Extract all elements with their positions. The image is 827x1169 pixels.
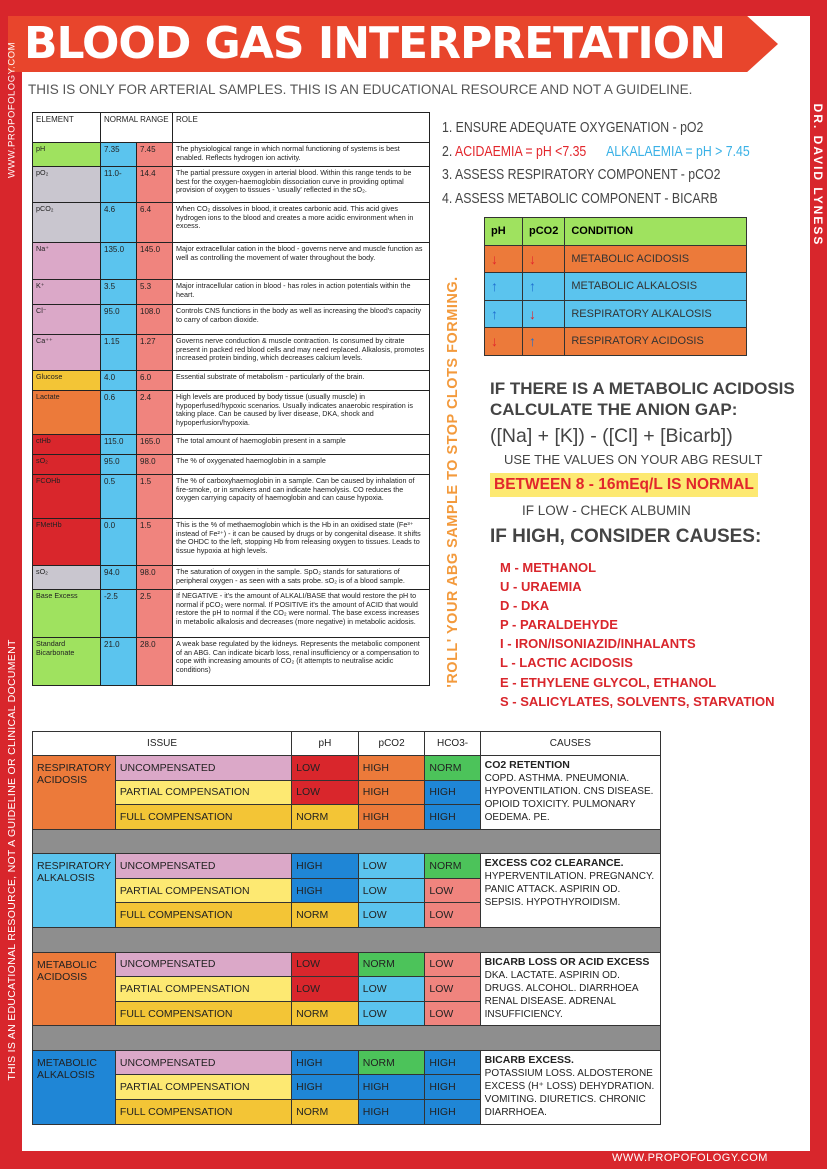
element-name: FCOHb bbox=[33, 475, 101, 519]
compensation-state: PARTIAL COMPENSATION bbox=[115, 977, 291, 1002]
range-high: 7.45 bbox=[137, 143, 173, 167]
compensation-state: PARTIAL COMPENSATION bbox=[115, 878, 291, 903]
mudpiles-item: L - LACTIC ACIDOSIS bbox=[500, 655, 633, 671]
pco2-value: HIGH bbox=[358, 780, 425, 805]
range-low: 95.0 bbox=[101, 455, 137, 475]
pco2-arrow: ↓ bbox=[523, 300, 565, 328]
hco3-value: HIGH bbox=[425, 1050, 480, 1075]
side-disclaimer-text: THIS IS AN EDUCATIONAL RESOURCE, NOT A GUIDELINE OR CLINICAL DOCUMENT bbox=[6, 639, 18, 1081]
element-role: This is the % of methaemoglobin which is the Hb in an oxidised state (Fe³⁺ instead of Fe²⁺) - it can be caused by drugs or by congenital disease. It shifts the OHDC to the left, stopping Hb from releasing oxygen to tissues. Leads to tissue hypoxia at high levels. bbox=[173, 519, 430, 566]
compensation-state: FULL COMPENSATION bbox=[115, 1100, 291, 1125]
condition-row bbox=[485, 328, 747, 356]
pco2-value: HIGH bbox=[358, 1100, 425, 1125]
range-low: 11.0- bbox=[101, 167, 137, 203]
ph-arrow: ↑ bbox=[485, 300, 523, 328]
element-row bbox=[33, 435, 430, 455]
element-name: K⁺ bbox=[33, 280, 101, 305]
mudpiles-item: D - DKA bbox=[500, 598, 550, 614]
element-name: Standard Bicarbonate bbox=[33, 638, 101, 686]
element-role: The saturation of oxygen in the sample. SpO₂ stands for saturations of peripheral oxygen - as seen with a sats probe. sO₂ is of a blood sample. bbox=[173, 566, 430, 590]
step-1: 1. ENSURE ADEQUATE OXYGENATION - pO2 bbox=[442, 119, 704, 136]
causes-text: DKA. LACTATE. ASPIRIN OD. DRUGS. ALCOHOL. DIARRHOEA RENAL DISEASE. ADRENAL INSUFFICIENCY. bbox=[484, 969, 639, 1020]
element-role: The % of oxygenated haemoglobin in a sample bbox=[173, 455, 430, 475]
pco2-arrow: ↓ bbox=[523, 245, 565, 273]
header-pco2: pCO2 bbox=[523, 218, 565, 246]
element-row bbox=[33, 566, 430, 590]
condition-row bbox=[485, 300, 747, 328]
range-high: 6.4 bbox=[137, 203, 173, 243]
range-high: 2.4 bbox=[137, 391, 173, 435]
hco3-value: LOW bbox=[425, 1001, 480, 1026]
causes-heading: BICARB EXCESS. bbox=[484, 1053, 574, 1066]
alkalaemia-definition: ALKALAEMIA = pH > 7.45 bbox=[606, 142, 750, 160]
hco3-value: HIGH bbox=[425, 1100, 480, 1125]
range-high: 98.0 bbox=[137, 566, 173, 590]
range-low: 4.6 bbox=[101, 203, 137, 243]
pco2-value: LOW bbox=[358, 854, 425, 879]
element-name: ctHb bbox=[33, 435, 101, 455]
ph-value: LOW bbox=[292, 952, 359, 977]
range-low: 21.0 bbox=[101, 638, 137, 686]
issue-name: RESPIRATORY ALKALOSIS bbox=[33, 854, 116, 928]
range-high: 2.5 bbox=[137, 590, 173, 638]
condition-name: METABOLIC ACIDOSIS bbox=[565, 245, 747, 273]
hco3-value: HIGH bbox=[425, 780, 480, 805]
element-role: The partial pressure oxygen in arterial blood. Within this range tends to be best for the oxygen-haemoglobin dissociation curve in providing optimal provision of oxygen to tissues - 'usually' reflected in the sO₂. bbox=[173, 167, 430, 203]
ph-arrow: ↓ bbox=[485, 328, 523, 356]
pco2-value: HIGH bbox=[358, 805, 425, 830]
range-high: 1.5 bbox=[137, 519, 173, 566]
ph-value: LOW bbox=[292, 977, 359, 1002]
range-high: 145.0 bbox=[137, 243, 173, 280]
pco2-value: LOW bbox=[358, 903, 425, 928]
issue-table-header bbox=[33, 732, 661, 756]
element-name: pO₂ bbox=[33, 167, 101, 203]
element-table-header bbox=[33, 113, 430, 143]
range-high: 6.0 bbox=[137, 371, 173, 391]
element-role: Major intracellular cation in blood - has roles in action potentials within the heart. bbox=[173, 280, 430, 305]
hco3-value: LOW bbox=[425, 952, 480, 977]
group-separator bbox=[33, 829, 661, 854]
hco3-value: NORM bbox=[425, 854, 480, 879]
range-high: 5.3 bbox=[137, 280, 173, 305]
step-4: 4. ASSESS METABOLIC COMPONENT - BICARB bbox=[442, 189, 718, 207]
element-role: Governs nerve conduction & muscle contraction. Is consumed by citrate present in packed red blood cells and may need replaced. Alkalosis, promotes increased protein binding, which decreases calcium levels. bbox=[173, 335, 430, 371]
range-high: 165.0 bbox=[137, 435, 173, 455]
ph-value: NORM bbox=[292, 1100, 359, 1125]
range-low: 4.0 bbox=[101, 371, 137, 391]
issue-row bbox=[33, 1050, 661, 1075]
group-separator bbox=[33, 928, 661, 953]
element-row bbox=[33, 203, 430, 243]
causes-text: HYPERVENTILATION. PREGNANCY. PANIC ATTACK. ASPIRIN OD. SEPSIS. HYPOTHYROIDISM. bbox=[484, 871, 655, 909]
header-ph: pH bbox=[292, 732, 359, 756]
anion-gap-formula: ([Na] + [K]) - ([Cl] + [Bicarb]) bbox=[490, 425, 733, 447]
ph-value: LOW bbox=[292, 780, 359, 805]
element-role: If NEGATIVE - it's the amount of ALKALI/BASE that would restore the pH to normal if pCO₂ were normal. If POSITIVE it's the amount of ACID that would restore the pH to normal if the CO₂ were normal. The base excess increases in metabolic alkalosis and decreases (more negative) in metabolic acidosis. bbox=[173, 590, 430, 638]
element-role: Controls CNS functions in the body as well as increasing the blood's capacity to carry of carbon dioxide. bbox=[173, 305, 430, 335]
condition-name: RESPIRATORY ACIDOSIS bbox=[565, 328, 747, 356]
element-role: A weak base regulated by the kidneys. Represents the metabolic component of an ABG. Can indicate bicarb loss, renal insufficiency or a compensation to cope with increasing amounts of CO₂ (it attempts to neutralise acidic conditions) bbox=[173, 638, 430, 686]
range-low: 95.0 bbox=[101, 305, 137, 335]
range-low: 115.0 bbox=[101, 435, 137, 455]
range-low: 3.5 bbox=[101, 280, 137, 305]
range-low: 0.0 bbox=[101, 519, 137, 566]
issue-row bbox=[33, 952, 661, 977]
ph-arrow: ↑ bbox=[485, 273, 523, 301]
condition-name: RESPIRATORY ALKALOSIS bbox=[565, 300, 747, 328]
element-row bbox=[33, 519, 430, 566]
issue-name: RESPIRATORY ACIDOSIS bbox=[33, 756, 116, 830]
hco3-value: LOW bbox=[425, 878, 480, 903]
ph-value: HIGH bbox=[292, 1050, 359, 1075]
issue-causes bbox=[480, 952, 660, 1026]
interpretation-steps bbox=[442, 116, 750, 210]
issue-causes bbox=[480, 854, 660, 928]
separator-bar bbox=[33, 829, 661, 854]
issue-name: METABOLIC ALKALOSIS bbox=[33, 1050, 116, 1124]
pco2-value: LOW bbox=[358, 878, 425, 903]
element-name: sO₂ bbox=[33, 455, 101, 475]
issue-table bbox=[32, 731, 661, 1125]
element-table bbox=[32, 112, 430, 686]
step-2: 2. ACIDAEMIA = pH <7.35 ALKALAEMIA = pH > 7.45 bbox=[442, 142, 750, 160]
element-row bbox=[33, 475, 430, 519]
ph-value: HIGH bbox=[292, 1075, 359, 1100]
ph-value: HIGH bbox=[292, 878, 359, 903]
anion-gap-heading-2: CALCULATE THE ANION GAP: bbox=[490, 400, 738, 419]
separator-bar bbox=[33, 928, 661, 953]
anion-gap-instruction: USE THE VALUES ON YOUR ABG RESULT bbox=[504, 452, 763, 467]
range-low: 135.0 bbox=[101, 243, 137, 280]
hco3-value: NORM bbox=[425, 756, 480, 781]
element-row bbox=[33, 243, 430, 280]
range-high: 108.0 bbox=[137, 305, 173, 335]
pco2-arrow: ↑ bbox=[523, 328, 565, 356]
compensation-state: PARTIAL COMPENSATION bbox=[115, 780, 291, 805]
element-name: Base Excess bbox=[33, 590, 101, 638]
element-row bbox=[33, 391, 430, 435]
author-name: DR. DAVID LYNESS bbox=[811, 103, 825, 247]
element-row bbox=[33, 455, 430, 475]
element-role: The physiological range in which normal functioning of systems is best enabled. Reflects hydrogen ion activity. bbox=[173, 143, 430, 167]
header-ph: pH bbox=[485, 218, 523, 246]
compensation-state: FULL COMPENSATION bbox=[115, 1001, 291, 1026]
element-role: When CO₂ dissolves in blood, it creates carbonic acid. This acid gives hydrogen ions to the blood and creates a more acidic environment when in excess. bbox=[173, 203, 430, 243]
mudpiles-item: P - PARALDEHYDE bbox=[500, 617, 618, 633]
pco2-value: HIGH bbox=[358, 1075, 425, 1100]
issue-row bbox=[33, 854, 661, 879]
range-low: 0.5 bbox=[101, 475, 137, 519]
compensation-state: FULL COMPENSATION bbox=[115, 805, 291, 830]
condition-name: METABOLIC ALKALOSIS bbox=[565, 273, 747, 301]
mudpiles-list bbox=[500, 558, 774, 711]
element-name: sO₂ bbox=[33, 566, 101, 590]
header-issue: ISSUE bbox=[33, 732, 292, 756]
compensation-state: UNCOMPENSATED bbox=[115, 1050, 291, 1075]
compensation-state: PARTIAL COMPENSATION bbox=[115, 1075, 291, 1100]
compensation-state: UNCOMPENSATED bbox=[115, 756, 291, 781]
range-high: 1.27 bbox=[137, 335, 173, 371]
header-hco3: HCO3- bbox=[425, 732, 480, 756]
element-row bbox=[33, 335, 430, 371]
causes-heading: EXCESS CO2 CLEARANCE. bbox=[484, 857, 624, 870]
header-role: ROLE bbox=[173, 113, 430, 143]
causes-text: COPD. ASTHMA. PNEUMONIA. HYPOVENTILATION. CNS DISEASE. OPIOID TOXICITY. PULMONARY OEDEMA. PE. bbox=[484, 773, 654, 823]
element-name: FMetHb bbox=[33, 519, 101, 566]
element-row bbox=[33, 590, 430, 638]
element-name: Lactate bbox=[33, 391, 101, 435]
compensation-state: FULL COMPENSATION bbox=[115, 903, 291, 928]
issue-row bbox=[33, 756, 661, 781]
group-separator bbox=[33, 1026, 661, 1051]
range-low: 94.0 bbox=[101, 566, 137, 590]
pco2-arrow: ↑ bbox=[523, 273, 565, 301]
range-high: 28.0 bbox=[137, 638, 173, 686]
causes-heading: CO2 RETENTION bbox=[484, 759, 570, 771]
element-role: Major extracellular cation in the blood - governs nerve and muscle function as well as controlling the movement of water throughout the body. bbox=[173, 243, 430, 280]
element-row bbox=[33, 143, 430, 167]
mudpiles-item: I - IRON/ISONIAZID/INHALANTS bbox=[500, 636, 696, 652]
header-pco2: pCO2 bbox=[358, 732, 425, 756]
element-role: The total amount of haemoglobin present in a sample bbox=[173, 435, 430, 455]
element-role: High levels are produced by body tissue (usually muscle) in hypoperfused/hypoxic scenarios. Usually indicates anaerobic respiration is taking place. Can be caused by liver disease, DKA, shock and hypoperfusion/hypoxia. bbox=[173, 391, 430, 435]
ph-value: HIGH bbox=[292, 854, 359, 879]
range-high: 98.0 bbox=[137, 455, 173, 475]
pco2-value: LOW bbox=[358, 977, 425, 1002]
pco2-value: NORM bbox=[358, 952, 425, 977]
range-high: 1.5 bbox=[137, 475, 173, 519]
header-causes: CAUSES bbox=[480, 732, 660, 756]
pco2-value: NORM bbox=[358, 1050, 425, 1075]
ph-value: NORM bbox=[292, 805, 359, 830]
condition-row bbox=[485, 273, 747, 301]
element-row bbox=[33, 638, 430, 686]
page-title: BLOOD GAS INTERPRETATION bbox=[24, 18, 726, 69]
side-website-text: WWW.PROPOFOLOGY.COM bbox=[6, 42, 18, 178]
header-element: ELEMENT bbox=[33, 113, 101, 143]
disclaimer-subtitle: THIS IS ONLY FOR ARTERIAL SAMPLES. THIS IS AN EDUCATIONAL RESOURCE AND NOT A GUIDELINE. bbox=[28, 82, 693, 97]
element-name: Na⁺ bbox=[33, 243, 101, 280]
element-name: pCO₂ bbox=[33, 203, 101, 243]
condition-table-header bbox=[485, 218, 747, 246]
anion-gap-normal-range: BETWEEN 8 - 16mEq/L IS NORMAL bbox=[490, 473, 758, 497]
element-row bbox=[33, 371, 430, 391]
separator-bar bbox=[33, 1026, 661, 1051]
compensation-state: UNCOMPENSATED bbox=[115, 952, 291, 977]
anion-gap-section bbox=[490, 378, 795, 548]
element-row bbox=[33, 280, 430, 305]
issue-name: METABOLIC ACIDOSIS bbox=[33, 952, 116, 1026]
issue-causes bbox=[480, 1050, 660, 1124]
mudpiles-item: E - ETHYLENE GLYCOL, ETHANOL bbox=[500, 674, 717, 690]
mudpiles-item: U - URAEMIA bbox=[500, 579, 582, 595]
hco3-value: HIGH bbox=[425, 1075, 480, 1100]
causes-text: POTASSIUM LOSS. ALDOSTERONE EXCESS (H⁺ LOSS) DEHYDRATION. VOMITING. DIURETICS. CHRONIC DIARRHOEA. bbox=[484, 1067, 655, 1118]
ph-arrow: ↓ bbox=[485, 245, 523, 273]
header-condition: CONDITION bbox=[565, 218, 747, 246]
element-name: Cl⁻ bbox=[33, 305, 101, 335]
range-high: 14.4 bbox=[137, 167, 173, 203]
roll-sample-note: 'ROLL' YOUR ABG SAMPLE TO STOP CLOTS FORMING. bbox=[445, 276, 461, 688]
ph-value: NORM bbox=[292, 1001, 359, 1026]
anion-gap-high-heading: IF HIGH, CONSIDER CAUSES: bbox=[490, 526, 762, 547]
range-low: -2.5 bbox=[101, 590, 137, 638]
condition-table bbox=[484, 217, 747, 356]
pco2-value: LOW bbox=[358, 1001, 425, 1026]
element-name: pH bbox=[33, 143, 101, 167]
element-name: Glucose bbox=[33, 371, 101, 391]
mudpiles-item: S - SALICYLATES, SOLVENTS, STARVATION bbox=[500, 693, 775, 709]
acidaemia-definition: ACIDAEMIA = pH <7.35 bbox=[455, 142, 587, 160]
hco3-value: HIGH bbox=[425, 805, 480, 830]
footer-website: WWW.PROPOFOLOGY.COM bbox=[612, 1152, 768, 1164]
ph-value: NORM bbox=[292, 903, 359, 928]
header-normal-range: NORMAL RANGE bbox=[101, 113, 173, 143]
ph-value: LOW bbox=[292, 756, 359, 781]
hco3-value: LOW bbox=[425, 977, 480, 1002]
issue-causes bbox=[480, 756, 660, 830]
element-row bbox=[33, 167, 430, 203]
hco3-value: LOW bbox=[425, 903, 480, 928]
element-role: The % of carboxyhaemoglobin in a sample. Can be caused by inhalation of fire-smoke, or in smokers and can indicate haemolysis. CO reduces the oxygen carrying capacity of haemoglobin and can cause hypoxia. bbox=[173, 475, 430, 519]
anion-gap-low-note: IF LOW - CHECK ALBUMIN bbox=[522, 503, 691, 518]
compensation-state: UNCOMPENSATED bbox=[115, 854, 291, 879]
range-low: 7.35 bbox=[101, 143, 137, 167]
pco2-value: HIGH bbox=[358, 756, 425, 781]
mudpiles-item: M - METHANOL bbox=[500, 560, 597, 575]
element-row bbox=[33, 305, 430, 335]
causes-heading: BICARB LOSS OR ACID EXCESS bbox=[484, 955, 650, 968]
condition-row bbox=[485, 245, 747, 273]
step-3: 3. ASSESS RESPIRATORY COMPONENT - pCO2 bbox=[442, 166, 721, 183]
anion-gap-heading-1: IF THERE IS A METABOLIC ACIDOSIS bbox=[490, 379, 795, 398]
element-role: Essential substrate of metabolism - particularly of the brain. bbox=[173, 371, 430, 391]
range-low: 0.6 bbox=[101, 391, 137, 435]
element-name: Ca⁺⁺ bbox=[33, 335, 101, 371]
range-low: 1.15 bbox=[101, 335, 137, 371]
